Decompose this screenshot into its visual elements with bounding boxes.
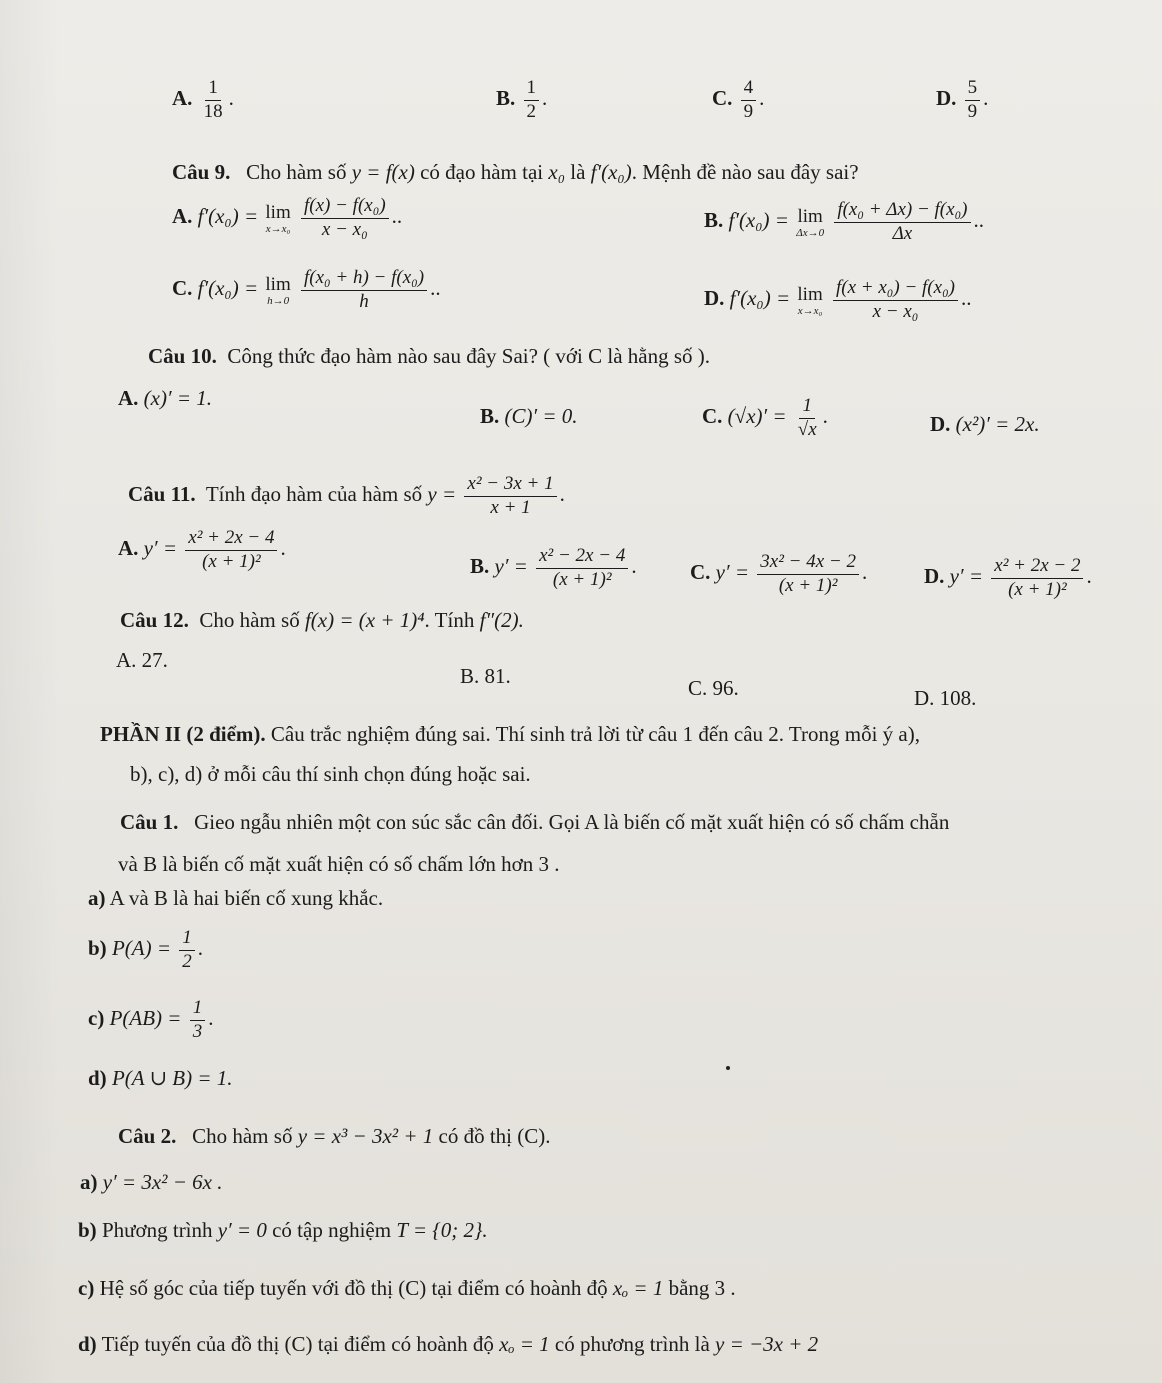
q9-d-limit: lim x→x₀: [797, 283, 823, 317]
q9-b-limit: lim Δx→0: [796, 205, 825, 239]
p2q1-item-d: d) P(A ∪ B) = 1.: [88, 1066, 233, 1090]
q11-stem: Câu 11. Tính đạo hàm của hàm số y = $\frac{\text{x² − 3x + 1}}{x + 1}$ .: [128, 473, 565, 518]
q9-b-fraction: $\frac{\text{f(x₀ + Δx) − f(x₀)}}{\Delta x}$: [834, 200, 970, 245]
p2q1-stem-cont: và B là biến cố mặt xuất hiện có số chấm lớn hơn 3 .: [118, 852, 560, 876]
p2q2-item-d: d) Tiếp tuyến của đồ thị (C) tại điểm có hoành độ xₒ = 1 có phương trình là y = −3x + 2: [78, 1332, 819, 1356]
q9-stem: Câu 9. Cho hàm số y = f(x) có đạo hàm tại x₀ là f′(x₀). Mệnh đề nào sau đây sai?: [172, 160, 859, 184]
p2q1-item-a: a) A và B là hai biến cố xung khắc.: [88, 886, 384, 910]
q12-option-c: C. 96.: [688, 676, 739, 700]
q11-b-fraction: $\frac{\text{x² − 2x − 4}}{\text{(x + 1)²}}$: [536, 546, 628, 591]
q8-option-d: D. $\frac{5}{9}$ .: [936, 77, 989, 122]
part2-heading: PHẦN II (2 điểm). Câu trắc nghiệm đúng sai. Thí sinh trả lời từ câu 1 đến câu 2. Trong mỗi ý a),: [100, 722, 920, 746]
p2q2-item-a: a) y′ = 3x² − 6x .: [80, 1170, 223, 1194]
q8-a-fraction: $\frac{1}{18}$: [203, 77, 223, 122]
p2q1-b-fraction: $\frac{1}{2}$: [179, 928, 195, 973]
q9-option-b: B. f′(x₀) = lim Δx→0 $\frac{\text{f(x₀ + Δx) − f(x₀)}}{\Delta x}$ ..: [704, 199, 984, 244]
q12-option-a: A. 27.: [116, 648, 168, 672]
q9-c-limit: lim h→0: [265, 273, 291, 307]
q10-c-fraction: $\frac{1}{√x}$: [797, 395, 817, 440]
q11-function-fraction: $\frac{\text{x² − 3x + 1}}{x + 1}$: [464, 474, 556, 519]
part2-heading-cont: b), c), d) ở mỗi câu thí sinh chọn đúng hoặc sai.: [130, 762, 531, 786]
q11-option-c: C. y′ = $\frac{\text{3x² − 4x − 2}}{\text{(x + 1)²}}$ .: [690, 551, 868, 596]
q8-b-fraction: $\frac{1}{2}$: [524, 78, 540, 123]
q9-option-c: C. f′(x₀) = lim h→0 $\frac{\text{f(x₀ + h) − f(x₀)}}{h}$ ..: [172, 267, 441, 312]
q11-c-fraction: $\frac{\text{3x² − 4x − 2}}{\text{(x + 1)²}}$: [757, 552, 859, 597]
p2q2-item-c: c) Hệ số góc của tiếp tuyến với đồ thị (C) tại điểm có hoành độ xₒ = 1 bằng 3 .: [78, 1276, 736, 1300]
p2q1-c-fraction: $\frac{1}{3}$: [190, 998, 206, 1043]
q11-option-d: D. y′ = $\frac{\text{x² + 2x − 2}}{\text{(x + 1)²}}$ .: [924, 555, 1092, 600]
q10-option-c: C. (√x)′ = $\frac{1}{√x}$ .: [702, 395, 828, 440]
q8-c-fraction: $\frac{4}{9}$: [741, 78, 757, 123]
q9-a-fraction: $\frac{\text{f(x) − f(x₀)}}{\text{x − x₀}}$: [301, 196, 389, 241]
q11-option-a: A. y′ = $\frac{\text{x² + 2x − 4}}{\text{(x + 1)²}}$ .: [118, 527, 286, 572]
page-edge-shadow: [0, 0, 60, 1383]
q9-option-d: D. f′(x₀) = lim x→x₀ $\frac{\text{f(x + x₀) − f(x₀)}}{\text{x − x₀}}$ ..: [704, 277, 972, 322]
q8-d-fraction: $\frac{5}{9}$: [965, 78, 981, 123]
p2q1-item-c: c) P(AB) = $\frac{1}{3}$ .: [88, 997, 214, 1042]
p2q2-stem: Câu 2. Cho hàm số y = x³ − 3x² + 1 có đồ thị (C).: [118, 1124, 551, 1148]
q10-option-b: B. (C)′ = 0.: [480, 404, 578, 428]
q10-stem: Câu 10. Công thức đạo hàm nào sau đây Sai? ( với C là hằng số ).: [148, 344, 711, 368]
q8-option-a: A. $\frac{1}{18}$ .: [172, 77, 234, 122]
q12-option-b: B. 81.: [460, 664, 511, 688]
p2q1-stem: Câu 1. Gieo ngẫu nhiên một con súc sắc cân đối. Gọi A là biến cố mặt xuất hiện có số chấm chẵn: [120, 810, 950, 834]
q9-c-fraction: $\frac{\text{f(x₀ + h) − f(x₀)}}{h}$: [301, 268, 427, 313]
q9-a-limit: lim x→x₀: [265, 201, 291, 235]
q10-option-d: D. (x²)′ = 2x.: [930, 412, 1040, 436]
q8-option-c: C. $\frac{4}{9}$ .: [712, 77, 765, 122]
q12-stem: Câu 12. Cho hàm số f(x) = (x + 1)⁴. Tính f″(2).: [120, 608, 524, 632]
q12-option-d: D. 108.: [914, 686, 977, 710]
q9-option-a: A. f′(x₀) = lim x→x₀ $\frac{\text{f(x) − f(x₀)}}{\text{x − x₀}}$ ..: [172, 195, 403, 240]
q10-option-a: A. (x)′ = 1.: [118, 386, 212, 410]
p2q1-item-b: b) P(A) = $\frac{1}{2}$ .: [88, 927, 203, 972]
q8-option-b: B. $\frac{1}{2}$ .: [496, 77, 548, 122]
q11-d-fraction: $\frac{\text{x² + 2x − 2}}{\text{(x + 1)²}}$: [991, 556, 1083, 601]
p2q2-item-b: b) Phương trình y′ = 0 có tập nghiệm T = {0; 2}.: [78, 1218, 488, 1242]
q11-option-b: B. y′ = $\frac{\text{x² − 2x − 4}}{\text{(x + 1)²}}$ .: [470, 545, 637, 590]
q11-a-fraction: $\frac{\text{x² + 2x − 4}}{\text{(x + 1)²}}$: [185, 528, 277, 573]
stray-mark: [726, 1066, 730, 1070]
q9-d-fraction: $\frac{\text{f(x + x₀) − f(x₀)}}{\text{x − x₀}}$: [833, 278, 958, 323]
